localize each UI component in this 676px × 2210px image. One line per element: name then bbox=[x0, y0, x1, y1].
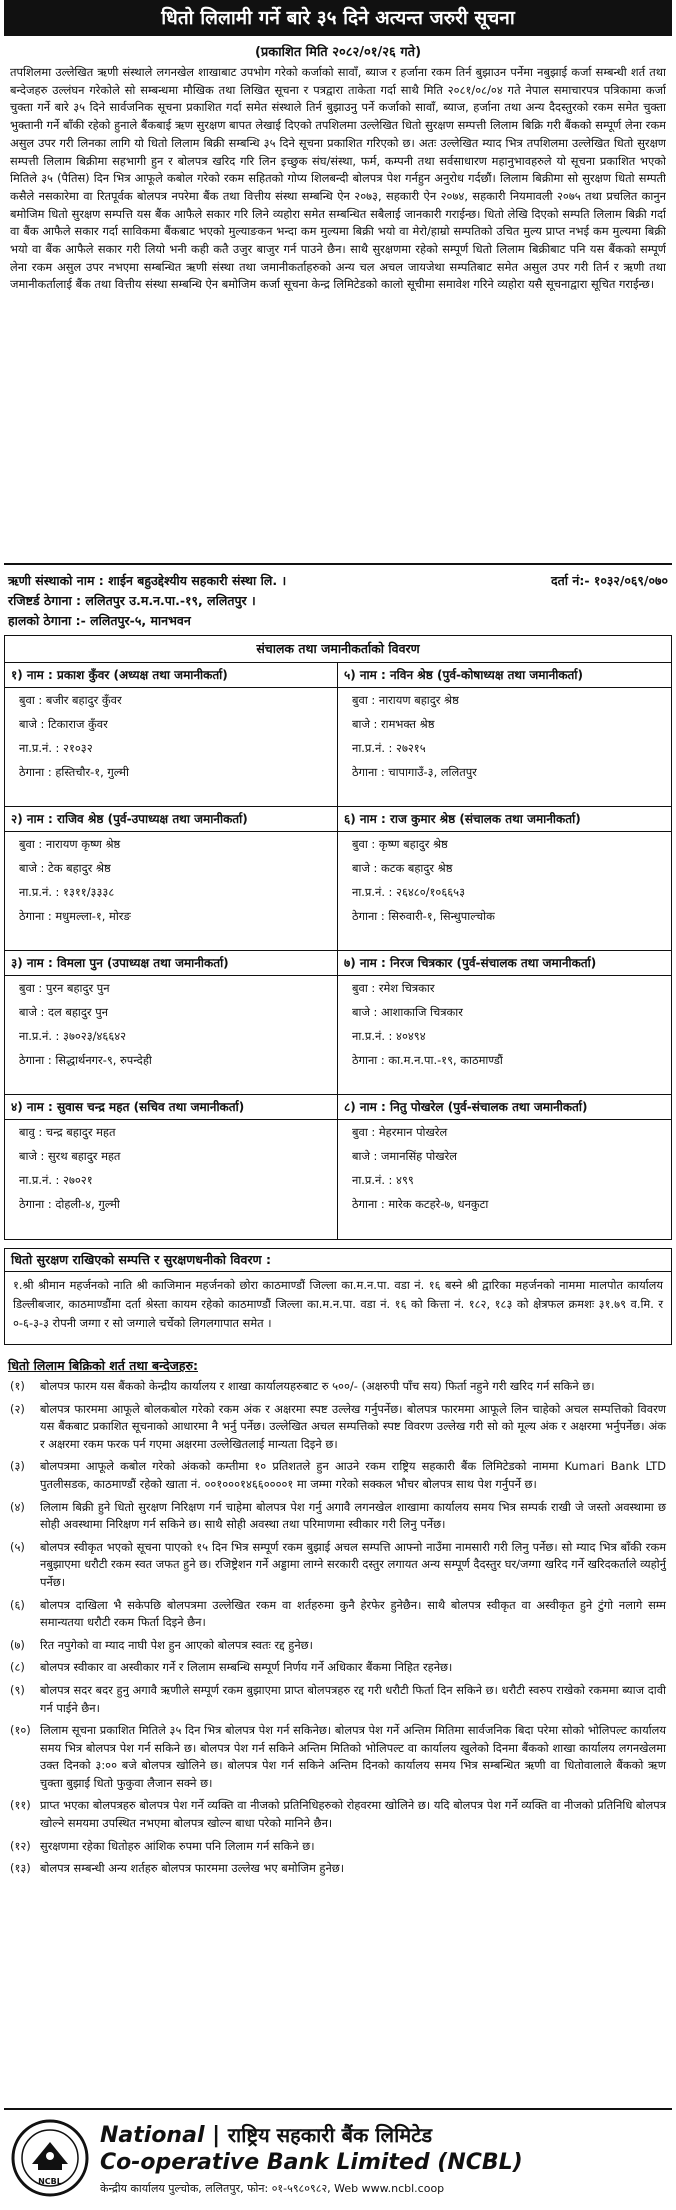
terms-list bbox=[4, 1378, 672, 1878]
divider bbox=[4, 563, 672, 565]
term-item: (२) बोलपत्र फारममा आफूले बोलकबोल गरेको रकम अंक र अक्षरमा स्पष्ट उल्लेख गर्नुपर्नेछ। बोलपत्र फारममा आफूले लिन चाहेको अचल सम्पत्तिको विवरण यस बैंकबाट प्रकाशित सूचनाको आधारमा नै भर्नु पर्नेछ। उल्लेखित अचल सम्पत्तिको स्पष्ट विवरण उल्लेख गरी सो को मूल्य अंक र अक्षरमा भर्नुपर्नेछ। अंक र अक्षरमा रकम फरक पर्न गएमा अक्षरमा उल्लेखितलाई मान्यता दिइने छ। bbox=[10, 1401, 666, 1451]
person-father: बुवा : नारायण कृष्ण श्रेष्ठ bbox=[19, 837, 121, 851]
person-card bbox=[5, 807, 338, 951]
person-card bbox=[338, 1095, 671, 1239]
term-item: (६) बोलपत्र दाखिला भै सकेपछि बोलपत्रमा उल्लेखित रकम वा शर्तहरुमा कुनै हेरफेर हुनेछैन। साथै बोलपत्र स्वीकृत वा अस्वीकृत हुने टुंगो नलागे सम्म समान्यतया धरौटी रकम फिर्ता दिइने छैन। bbox=[10, 1597, 666, 1630]
bank-name-line-1: National | राष्ट्रिय सहकारी बैंक लिमिटेड bbox=[100, 2122, 433, 2148]
person-name: ७) नाम : निरज चित्रकार (पुर्व-संचालक तथा जमानीकर्ता) bbox=[338, 951, 671, 976]
term-item: (११) प्राप्त भएका बोलपत्रहरु बोलपत्र पेश गर्ने व्यक्ति वा नीजको प्रतिनिधिहरुको रोहवरमा खोलिने छ। यदि बोलपत्र पेश गर्ने व्यक्ति वा नीजको प्रतिनिधि बोलपत्र खोल्ने समयमा उपस्थित नभएमा बोलपत्र खोल्न बाधा परेको मानिने छैन। bbox=[10, 1798, 666, 1831]
person-address: ठेगाना : हस्तिचौर-१, गुल्मी bbox=[19, 765, 129, 779]
borrower-block bbox=[8, 571, 668, 631]
term-item: (३) बोलपत्रमा आफूले कबोल गरेको अंकको कम्तीमा १० प्रतिशतले हुन आउने रकम राष्ट्रिय सहकारी बैंक लिमिटेडको नाममा Kumari Bank LTD पुतलीसडक, काठमाण्डौं रहेको खाता नं. ००१०००१४६६००००१ मा जम्मा गरेको सक्कल भौचर बोलपत्र साथ पेश गर्नुपर्ने छ। bbox=[10, 1459, 666, 1491]
person-name: ६) नाम : राज कुमार श्रेष्ठ (संचालक तथा जमानीकर्ता) bbox=[338, 807, 671, 832]
person-grandfather: बाजे : सुरथ बहादुर महत bbox=[19, 1149, 121, 1163]
person-card bbox=[338, 663, 671, 807]
person-citizenship: ना.प्र.नं. : २१०३२ bbox=[19, 741, 93, 755]
person-grandfather: बाजे : टेक बहादुर श्रेष्ठ bbox=[19, 861, 111, 875]
logo-text: NCBL bbox=[38, 2177, 62, 2186]
person-name: ३) नाम : विमला पुन (उपाध्यक्ष तथा जमानीकर्ता) bbox=[5, 951, 337, 976]
person-grandfather: बाजे : रामभक्त श्रेष्ठ bbox=[352, 717, 435, 731]
intro-paragraph: तपशिलमा उल्लेखित ऋणी संस्थाले लगनखेल शाखाबाट उपभोग गरेको कर्जाको सावाँ, ब्याज र हर्जाना रकम तिर्न बुझाउन पर्नेमा नबुझाई कर्जा सम्बन्धी शर्त तथा बन्देजहरु उल्लंघन गरेकोले सो सम्बन्धमा मौखिक तथा लिखित सूचना र पत्रद्वारा ताकेता गर्दा साथै मिति २०८१/०८/०४ गते नेपाल समाचारपत्र पत्रिकामा कर्जा चुक्ता गर्ने बारे ३५ दिने सार्वजनिक सूचना प्रकाशित गर्दा समेत संस्थाले तिर्न बुझाउनु पर्ने कर्जाको सावाँ, ब्याज, हर्जाना तथा अन्य दैदस्तुरको रकम समेत चुक्ता भुक्तानी गर्ने बाँकी रहेको हुनाले बैंकबाई ऋण सुरक्षण बापत लेखाई दिएको तपशिलमा उल्लेखित धितो सुरक्षण सम्पत्ती लिलाम बिक्रि गरी बैंकको सम्पूर्ण लेना रकम असुल उपर गरी लिनका लागि यो धितो लिलाम बिक्री सम्बन्धि ३५ दिने सूचना प्रकाशित गरिएको छ। अतः उल्लेखित म्याद भित्र तपशिलमा उल्लेखित धितो सुरक्षण सम्पत्ती लिलाम बिक्रीमा सहभागी हुन र बोलपत्र खरिद गरि लिन इच्छुक संघ/संस्था, फर्म, कम्पनी तथा सर्वसाधारण महानुभावहरुले यो सूचना प्रकाशित भएको मितिले ३५ (पैतिस) दिन भित्र आफूले कबोल गरेको रकम सहितको गोप्य शिलबन्दी बोलपत्र पेश गर्नहुन अनुरोध गर्दछौं। लिलाम बिक्रीमा सो सुरक्षण धितो सम्पती कसैले नसकारेमा वा रितपूर्वक बोलपत्र नपरेमा बैंक तथा वित्तीय संस्था सम्बन्धि ऐन २०७३, सहकारी ऐन २०७४, सहकारी नियमावली २०७५ तथा प्रचलित कानुन बमोजिम धितो सुरक्षण सम्पत्ति यस बैंक आफैले सकार गरि लिने व्यहोरा समेत सम्बन्धित सबैलाई जानकारी गराईन्छ। धितो लेखि दिएको सम्पति लिलाम बिक्री गर्दा वा बैंक आफैले सकार गर्दा साविकमा बैंकबाट भएको मुल्याङकन भन्दा कम मुल्यमा बिक्री भयो वा मेरो/हाम्रो सम्पतिको उचित मुल्य प्राप्त नभई कम मुल्यमा बिक्री भयो वा बैंक आफैले सकार गरी लियो भनी कही कतै उजुर बाजुर गर्न पाउने छैन। साथै सुरक्षणमा रहेको सम्पूर्ण धितो लिलाम बिक्रीबाट पनि यस बैंकको सम्पूर्ण लेना रकम असुल उपर नभएमा सम्बन्धित ऋणी संस्था तथा जमानीकर्ताहरुको अन्य चल अचल जायजेथा सम्पतिबाट समेत असुल उपर गरी तिर्न र ऋणी तथा जमानीकर्तालाई बैंक तथा वित्तीय संस्था सम्बन्धि ऐन बमोजिम कर्जा सूचना केन्द्र लिमिटेडको कालो सूचीमा समावेश गरिने व्यहोरा यसै सूचनाद्वारा सूचित गराईन्छ। bbox=[10, 65, 666, 292]
person-grandfather: बाजे : आशाकाजि चित्रकार bbox=[352, 1005, 463, 1019]
registration-number: दर्ता नं:- १०३२/०६९/०७० bbox=[551, 573, 668, 588]
person-father: बुवा : मेहरमान पोखरेल bbox=[352, 1125, 448, 1139]
current-address: हालको ठेगाना :- ललितपुर-५, मानभवन bbox=[8, 613, 191, 628]
notice-title: धितो लिलामी गर्ने बारे ३५ दिने अत्यन्त जरुरी सूचना bbox=[4, 0, 672, 36]
persons-heading: संचालक तथा जमानीकर्ताको विवरण bbox=[4, 635, 672, 662]
person-address: ठेगाना : मधुमल्ला-१, मोरङ bbox=[19, 909, 131, 923]
borrower-name: ऋणी संस्थाको नाम : शाईन बहुउद्देश्यीय सहकारी संस्था लि. । bbox=[8, 573, 287, 588]
registered-address: रजिष्टर्ड ठेगाना : ललितपुर उ.म.न.पा.-१९, ललितपुर । bbox=[8, 593, 256, 608]
term-item: (९) बोलपत्र सदर बदर हुनु अगावै ऋणीले सम्पूर्ण रकम बुझाएमा प्राप्त बोलपत्रहरु रद्द गरी धरौटी फिर्ता दिन सकिने छ। धरौटी स्वरुप राखेको रकममा ब्याज दावी गर्न पाईने छैन। bbox=[10, 1682, 666, 1715]
bank-footer bbox=[4, 2108, 672, 2206]
person-address: ठेगाना : सिरुवारी-१, सिन्धुपाल्चोक bbox=[352, 909, 495, 923]
person-father: बुवा : नारायण बहादुर श्रेष्ठ bbox=[352, 693, 459, 707]
person-father: बुवा : रमेश चित्रकार bbox=[352, 981, 435, 995]
collateral-description: १.श्री श्रीमान महर्जनको नाति श्री काजिमान महर्जनको छोरा काठमाण्डौं जिल्ला का.म.न.पा. वडा नं. १६ बस्ने श्री द्वारिका महर्जनको नाममा मालपोत कार्यालय डिल्लीबजार, काठमाण्डौंमा दर्ता श्रेस्ता कायम रहेको काठमाण्डौं जिल्ला का.म.न.पा. वडा नं. १६ को कित्ता नं. १८२, १८३ को क्षेत्रफल क्रमशः ३१.७९ व.मि. र ०-६-३-३ रोपनी जग्गा र सो जग्गाले चर्चेको लिगलगापात समेत । bbox=[13, 1278, 663, 1330]
persons-grid bbox=[4, 662, 672, 1240]
person-father: बावु : चन्द्र बहादुर महत bbox=[19, 1125, 116, 1139]
person-card bbox=[338, 807, 671, 951]
person-address: ठेगाना : का.म.न.पा.-१९, काठमाण्डौं bbox=[352, 1053, 503, 1067]
person-card bbox=[5, 663, 338, 807]
person-card bbox=[5, 1095, 338, 1239]
person-father: बुवा : बजीर बहादुर कुँवर bbox=[19, 693, 122, 707]
person-citizenship: ना.प्र.नं. : ४०४९४ bbox=[352, 1029, 426, 1043]
term-item: (७) रित नपुगेको वा म्याद नाघी पेश हुन आएको बोलपत्र स्वतः रद्द हुनेछ। bbox=[10, 1637, 313, 1652]
person-grandfather: बाजे : कटक बहादुर श्रेष्ठ bbox=[352, 861, 453, 875]
person-citizenship: ना.प्र.नं. : ४९९ bbox=[352, 1173, 414, 1187]
terms-heading: धितो लिलाम बिक्रिको शर्त तथा बन्देजहरु: bbox=[8, 1358, 198, 1373]
person-grandfather: बाजे : टिकाराज कुँवर bbox=[19, 717, 108, 731]
term-item: (१०) लिलाम सूचना प्रकाशित मितिले ३५ दिन भित्र बोलपत्र पेश गर्न सकिनेछ। बोलपत्र पेश गर्ने अन्तिम मितिमा सार्वजनिक बिदा परेमा सोको भोलिपल्ट कार्यालय समय भित्र बोलपत्र पेश गर्न सकिने छ। बोलपत्र पेश गर्न सकिने अन्तिम मितिको भोलिपल्ट वा कार्यालय खुलेको दिनमा बैंकको शाखा कार्यालय लगनखेलमा उक्त दिनको ३:०० बजे बोलपत्र खोलिने छ। बोलपत्र पेश गर्न सकिने अन्तिम दिनको कार्यालय समय भित्र सम्बन्धित ऋणी वा धितोवालाले बैंकको ऋण चुक्ता बुझाई धितो फुकुवा लैजान सक्ने छ। bbox=[10, 1723, 666, 1790]
person-address: ठेगाना : सिद्धार्थनगर-९, रुपन्देही bbox=[19, 1053, 152, 1067]
person-citizenship: ना.प्र.नं. : ३७०२३/४६६४२ bbox=[19, 1029, 127, 1043]
person-name: २) नाम : राजिव श्रेष्ठ (पुर्व-उपाध्यक्ष तथा जमानीकर्ता) bbox=[5, 807, 337, 832]
person-citizenship: ना.प्र.नं. : २७२१५ bbox=[352, 741, 426, 755]
person-name: १) नाम : प्रकाश कुँवर (अध्यक्ष तथा जमानीकर्ता) bbox=[5, 663, 337, 688]
person-grandfather: बाजे : जमानसिंह पोखरेल bbox=[352, 1149, 457, 1163]
collateral-box bbox=[4, 1248, 672, 1345]
person-citizenship: ना.प्र.नं. : २६४८०/१०६६५३ bbox=[352, 885, 466, 899]
person-grandfather: बाजे : दल बहादुर पुन bbox=[19, 1005, 108, 1019]
term-item: (५) बोलपत्र स्वीकृत भएको सूचना पाएको १५ दिन भित्र सम्पूर्ण रकम बुझाई अचल सम्पत्ति आफ्नो नाउँमा नामसारी गरी लिनु पर्नेछ। सो म्याद भित्र बाँकी रकम नबुझाएमा धरौटी रकम स्वत जफत हुने छ। रजिष्ट्रेशन गर्ने अड्डामा लाग्ने सरकारी दस्तुर लगायत अन्य सम्पूर्ण दैदस्तुर घर/जग्गा खरिद गर्ने खरिदकर्ताले व्यहोर्नु पर्नेछ। bbox=[10, 1539, 666, 1589]
bank-name-line-2: Co-operative Bank Limited (NCBL) bbox=[100, 2149, 523, 2175]
term-item: (१३) बोलपत्र सम्बन्धी अन्य शर्तहरु बोलपत्र फारममा उल्लेख भए बमोजिम हुनेछ। bbox=[10, 1861, 345, 1876]
term-item: (४) लिलाम बिक्री हुने धितो सुरक्षण निरिक्षण गर्न चाहेमा बोलपत्र पेश गर्नु अगावै लगनखेल शाखामा कार्यालय समय भित्र सम्पर्क राखी जे जस्तो अवस्थामा छ सोही अवस्थामा निरिक्षण गर्न सकिने छ। साथै सोही अवस्था तथा परिमाणमा स्वीकार गरी लिनु पर्नेछ। bbox=[10, 1499, 666, 1532]
bank-name-block bbox=[100, 2121, 672, 2196]
person-name: ४) नाम : सुवास चन्द्र महत (सचिव तथा जमानीकर्ता) bbox=[5, 1095, 337, 1120]
person-father: बुवा : पुरन बहादुर पुन bbox=[19, 981, 110, 995]
borrower-name-row bbox=[8, 571, 668, 591]
person-name: ५) नाम : नविन श्रेष्ठ (पुर्व-कोषाध्यक्ष तथा जमानीकर्ता) bbox=[338, 663, 671, 688]
collateral-heading: धितो सुरक्षण राखिएको सम्पत्ति र सुरक्षणधनीको विवरण : bbox=[5, 1249, 671, 1272]
person-citizenship: ना.प्र.नं. : १३११/३३३८ bbox=[19, 885, 115, 899]
term-item: (१) बोलपत्र फारम यस बैंकको केन्द्रीय कार्यालय र शाखा कार्यालयहरुबाट रु ५००/- (अक्षरुपी पाँच सय) फिर्ता नहुने गरी खरिद गर्न सकिने छ। bbox=[10, 1379, 595, 1393]
term-item: (१२) सुरक्षणमा रहेका धितोहरु आंशिक रुपमा पनि लिलाम गर्न सकिने छ। bbox=[10, 1838, 315, 1853]
person-address: ठेगाना : चापागाउँ-३, ललितपुर bbox=[352, 765, 477, 779]
person-name: ८) नाम : नितु पोखरेल (पुर्व-संचालक तथा जमानीकर्ता) bbox=[338, 1095, 671, 1120]
bank-seal-icon bbox=[10, 2118, 90, 2198]
person-father: बुवा : कृष्ण बहादुर श्रेष्ठ bbox=[352, 837, 448, 851]
person-address: ठेगाना : दोहली-४, गुल्मी bbox=[19, 1197, 120, 1211]
person-address: ठेगाना : मारेक कटहरे-७, धनकुटा bbox=[352, 1197, 489, 1211]
person-citizenship: ना.प्र.नं. : २७०२१ bbox=[19, 1173, 93, 1187]
person-card bbox=[338, 951, 671, 1095]
person-card bbox=[5, 951, 338, 1095]
term-item: (८) बोलपत्र स्वीकार वा अस्वीकार गर्ने र लिलाम सम्बन्धि सम्पूर्ण निर्णय गर्ने अधिकार बैंकमा निहित रहनेछ। bbox=[10, 1660, 453, 1675]
bank-address: केन्द्रीय कार्यालय पुल्चोक, ललितपुर, फोन: ०१-५९८०९८२, Web www.ncbl.coop bbox=[100, 2181, 445, 2195]
published-date: (प्रकाशित मिति २०८२/०१/२६ गते) bbox=[254, 45, 422, 60]
